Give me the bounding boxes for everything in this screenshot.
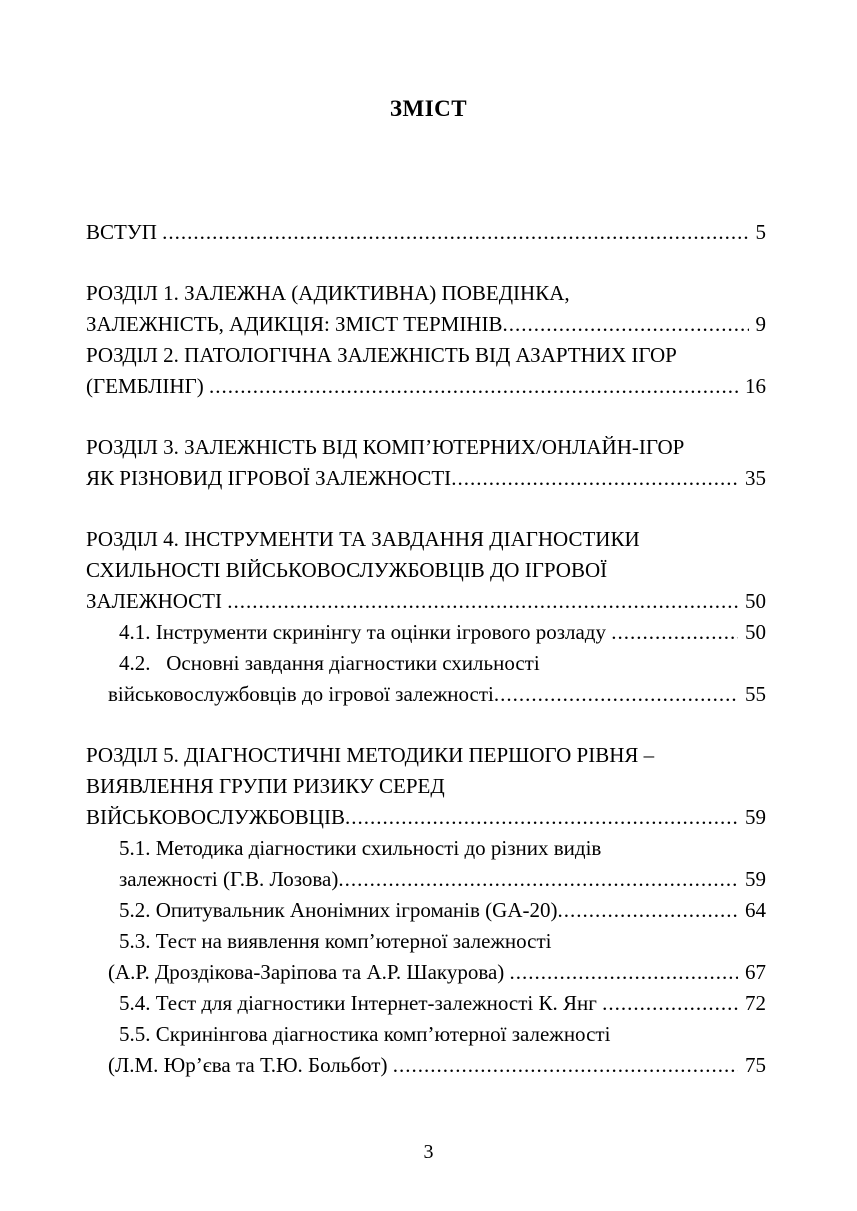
toc-line <box>86 278 771 309</box>
toc-line-text: ЯК РІЗНОВИД ІГРОВОЇ ЗАЛЕЖНОСТІ <box>86 466 452 490</box>
toc-page-number: 67 <box>745 960 766 984</box>
dot-leader <box>510 957 738 988</box>
toc-line-text: 5.5. Скринінгова діагностика комп’ютерної залежності <box>119 1022 611 1046</box>
toc-page-number: 72 <box>745 991 766 1015</box>
toc-entry-item-5-5 <box>86 1019 771 1081</box>
toc-line <box>86 555 771 586</box>
toc-line-text: 5.2. Опитувальник Анонімних ігроманів (GA-20) <box>119 898 558 922</box>
dot-leader <box>451 463 738 494</box>
toc-entry-item-4-1 <box>86 617 771 648</box>
toc-line-text: РОЗДІЛ 3. ЗАЛЕЖНІСТЬ ВІД КОМП’ЮТЕРНИХ/ОНЛАЙН-ІГОР <box>86 435 685 459</box>
toc-line-text: ВСТУП <box>86 220 163 244</box>
toc-line-text: 4.2. Основні завдання діагностики схильності <box>119 651 540 675</box>
toc-entry-item-5-1 <box>86 833 771 895</box>
toc-line <box>86 309 771 340</box>
dot-leader <box>602 988 738 1019</box>
toc-entry-rozdil-5 <box>86 740 771 833</box>
toc-line <box>86 833 771 864</box>
toc-page-number: 9 <box>755 312 766 336</box>
toc-line <box>86 463 771 494</box>
toc-line-text: 5.1. Методика діагностики схильності до різних видів <box>119 836 602 860</box>
toc-entry-rozdil-2 <box>86 340 771 402</box>
toc-line <box>86 217 771 248</box>
toc-line-text: (Л.М. Юр’єва та Т.Ю. Больбот) <box>108 1053 393 1077</box>
toc-list <box>86 217 771 1081</box>
dot-leader <box>502 309 748 340</box>
toc-entry-item-5-4 <box>86 988 771 1019</box>
toc-line <box>86 926 771 957</box>
toc-line <box>86 524 771 555</box>
toc-line <box>86 740 771 771</box>
toc-entry-item-5-3 <box>86 926 771 988</box>
toc-line-text: РОЗДІЛ 1. ЗАЛЕЖНА (АДИКТИВНА) ПОВЕДІНКА, <box>86 281 570 305</box>
toc-line-text: 4.1. Інструменти скринінгу та оцінки ігрового розладу <box>119 620 612 644</box>
dot-leader <box>557 895 738 926</box>
toc-entry-item-5-2 <box>86 895 771 926</box>
toc-line-text: 5.3. Тест на виявлення комп’ютерної залежності <box>119 929 552 953</box>
toc-entry-rozdil-1 <box>86 278 771 340</box>
toc-line <box>86 340 771 371</box>
dot-leader <box>338 864 738 895</box>
toc-line-text: 5.4. Тест для діагностики Інтернет-залежності К. Янг <box>119 991 603 1015</box>
toc-line <box>86 1050 771 1081</box>
toc-line <box>86 1019 771 1050</box>
toc-line-text: ЗАЛЕЖНІСТЬ, АДИКЦІЯ: ЗМІСТ ТЕРМІНІВ <box>86 312 503 336</box>
toc-entry-item-4-2 <box>86 648 771 710</box>
page-title: ЗМІСТ <box>389 96 468 121</box>
dot-leader <box>162 217 748 248</box>
toc-line <box>86 371 771 402</box>
toc-line-text: РОЗДІЛ 2. ПАТОЛОГІЧНА ЗАЛЕЖНІСТЬ ВІД АЗАРТНИХ ІГОР <box>86 343 677 367</box>
toc-page-number: 5 <box>755 220 766 244</box>
toc-line <box>86 988 771 1019</box>
toc-page-number: 64 <box>745 898 766 922</box>
toc-line-text: ВІЙСЬКОВОСЛУЖБОВЦІВ <box>86 805 345 829</box>
dot-leader <box>494 679 738 710</box>
toc-line-text: військовослужбовців до ігрової залежності <box>108 682 494 706</box>
toc-page-number: 16 <box>745 374 766 398</box>
toc-page-number: 50 <box>745 620 766 644</box>
toc-line <box>86 617 771 648</box>
toc-page-number: 75 <box>745 1053 766 1077</box>
toc-line-text: ЗАЛЕЖНОСТІ <box>86 589 228 613</box>
dot-leader <box>227 586 738 617</box>
toc-entry-vstup <box>86 217 771 248</box>
dot-leader <box>345 802 738 833</box>
toc-entry-rozdil-4 <box>86 524 771 617</box>
toc-line <box>86 957 771 988</box>
dot-leader <box>611 617 738 648</box>
toc-page-number: 55 <box>745 682 766 706</box>
toc-line-text: СХИЛЬНОСТІ ВІЙСЬКОВОСЛУЖБОВЦІВ ДО ІГРОВОЇ <box>86 558 608 582</box>
toc-page-number: 35 <box>745 466 766 490</box>
toc-line <box>86 802 771 833</box>
toc-line <box>86 771 771 802</box>
toc-line <box>86 586 771 617</box>
toc-line <box>86 648 771 679</box>
dot-leader <box>209 371 738 402</box>
toc-line-text: РОЗДІЛ 5. ДІАГНОСТИЧНІ МЕТОДИКИ ПЕРШОГО РІВНЯ – <box>86 743 655 767</box>
toc-page-number: 50 <box>745 589 766 613</box>
dot-leader <box>393 1050 738 1081</box>
toc-line-text: залежності (Г.В. Лозова) <box>119 867 339 891</box>
toc-page-number: 59 <box>745 805 766 829</box>
toc-line-text: РОЗДІЛ 4. ІНСТРУМЕНТИ ТА ЗАВДАННЯ ДІАГНОСТИКИ <box>86 527 640 551</box>
toc-entry-rozdil-3 <box>86 432 771 494</box>
toc-line-text: (А.Р. Дроздікова-Заріпова та А.Р. Шакурова) <box>108 960 510 984</box>
toc-page-number: 59 <box>745 867 766 891</box>
toc-line <box>86 679 771 710</box>
toc-line <box>86 864 771 895</box>
toc-line <box>86 895 771 926</box>
footer-page-number: 3 <box>423 1141 434 1163</box>
toc-line-text: (ГЕМБЛІНГ) <box>86 374 209 398</box>
toc-line-text: ВИЯВЛЕННЯ ГРУПИ РИЗИКУ СЕРЕД <box>86 774 445 798</box>
toc-line <box>86 432 771 463</box>
